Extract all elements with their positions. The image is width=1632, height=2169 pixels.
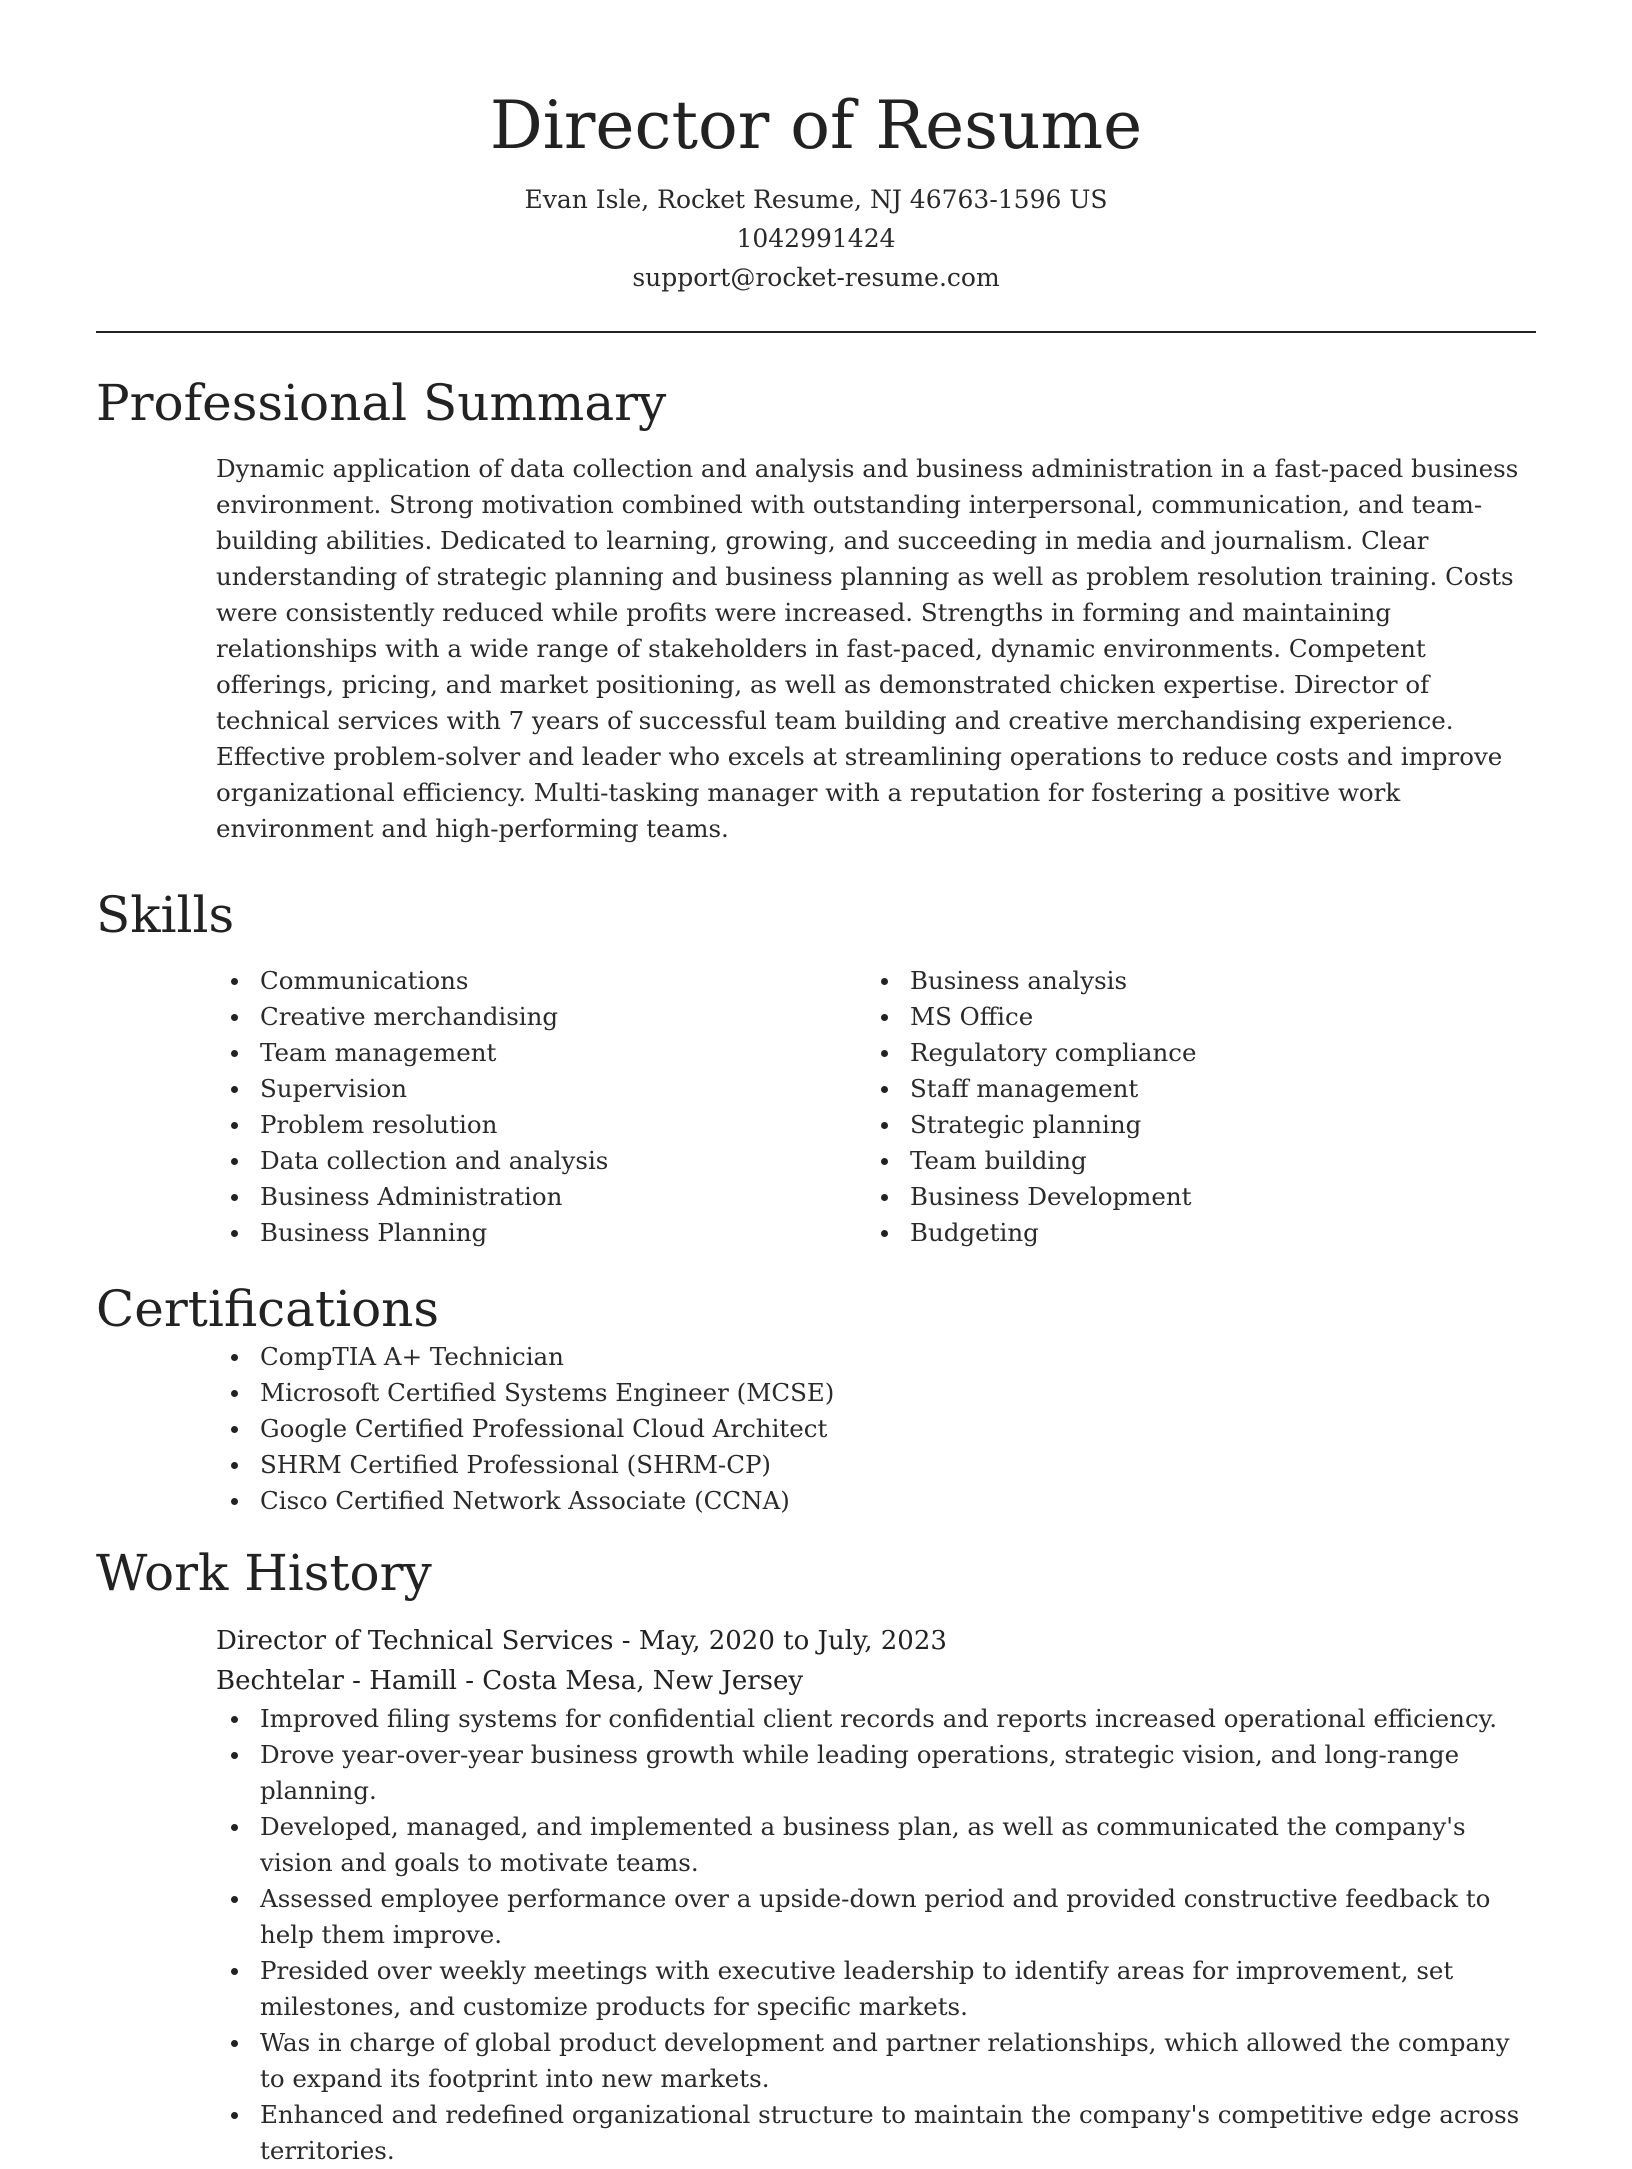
skill-item: Business Development [866, 1179, 1516, 1215]
work-history-heading: Work History [96, 1544, 432, 1602]
certification-item: SHRM Certified Professional (SHRM-CP) [216, 1447, 1536, 1483]
job-bullet: Improved filing systems for confidential client records and reports increased operational efficiency. [216, 1701, 1536, 1737]
certification-item: Google Certified Professional Cloud Architect [216, 1411, 1536, 1447]
job-bullet: Was in charge of global product development and partner relationships, which allowed the company to expand its footprint into new markets. [216, 2025, 1536, 2097]
contact-block [96, 180, 1536, 297]
skills-section [96, 885, 1536, 1251]
job-bullet: Developed, managed, and implemented a business plan, as well as communicated the company's vision and goals to motivate teams. [216, 1809, 1536, 1881]
skill-item: Team building [866, 1143, 1516, 1179]
skill-item: Business Planning [216, 1215, 866, 1251]
skill-item: Strategic planning [866, 1107, 1516, 1143]
resume-title: Director of Resume [489, 87, 1143, 164]
job-company-line: Bechtelar - Hamill - Costa Mesa, New Jersey [216, 1666, 804, 1696]
summary-heading: Professional Summary [96, 374, 667, 432]
job-bullet: Presided over weekly meetings with executive leadership to identify areas for improvement, set milestones, and customize products for specific markets. [216, 1953, 1536, 2025]
skill-item: Team management [216, 1035, 866, 1071]
contact-address: Evan Isle, Rocket Resume, NJ 46763-1596 US [524, 185, 1108, 214]
resume-page [96, 0, 1536, 2169]
certifications-list [216, 1339, 1536, 1519]
skill-item: Budgeting [866, 1215, 1516, 1251]
job-bullet: Assessed employee performance over a upside-down period and provided constructive feedback to help them improve. [216, 1881, 1536, 1953]
job-bullets [216, 1701, 1536, 2169]
skill-item: Data collection and analysis [216, 1143, 866, 1179]
skill-item: Staff management [866, 1071, 1516, 1107]
work-history-section [96, 1543, 1536, 2169]
skill-item: Supervision [216, 1071, 866, 1107]
skill-item: Business Administration [216, 1179, 866, 1215]
job-title-line: Director of Technical Services - May, 2020 to July, 2023 [216, 1626, 947, 1656]
certification-item: Microsoft Certified Systems Engineer (MCSE) [216, 1375, 1536, 1411]
skills-heading: Skills [96, 886, 235, 944]
contact-email: support@rocket-resume.com [632, 263, 1000, 292]
skill-item: Business analysis [866, 963, 1516, 999]
skill-item: Problem resolution [216, 1107, 866, 1143]
job-bullet: Enhanced and redefined organizational structure to maintain the company's competitive edge across territories. [216, 2097, 1536, 2169]
certification-item: CompTIA A+ Technician [216, 1339, 1536, 1375]
contact-phone: 1042991424 [736, 224, 896, 253]
resume-header [96, 0, 1536, 297]
skill-item: MS Office [866, 999, 1516, 1035]
job-header [216, 1621, 1536, 1701]
certifications-heading: Certifications [96, 1280, 440, 1338]
summary-section [96, 373, 1536, 847]
skill-item: Regulatory compliance [866, 1035, 1516, 1071]
summary-text: Dynamic application of data collection and analysis and business administration in a fast-paced business environment. Strong motivation combined with outstanding interpersonal, communication, and team-building abilities. Dedicated to learning, growing, and succeeding in media and journalism. Clear understanding of strategic planning and business planning as well as problem resolution training. Costs were consistently reduced while profits were increased. Strengths in forming and maintaining relationships with a wide range of stakeholders in fast-paced, dynamic environments. Competent offerings, pricing, and market positioning, as well as demonstrated chicken expertise. Director of technical services with 7 years of successful team building and creative merchandising experience. Effective problem-solver and leader who excels at streamlining operations to reduce costs and improve organizational efficiency. Multi-tasking manager with a reputation for fostering a positive work environment and high-performing teams. [216, 454, 1519, 843]
skills-grid [216, 963, 1536, 1251]
header-divider [96, 331, 1536, 333]
job-entry [96, 1621, 1536, 2169]
skill-item: Creative merchandising [216, 999, 866, 1035]
job-bullet: Drove year-over-year business growth while leading operations, strategic vision, and long-range planning. [216, 1737, 1536, 1809]
certifications-section [96, 1279, 1536, 1519]
skill-item: Communications [216, 963, 866, 999]
certification-item: Cisco Certified Network Associate (CCNA) [216, 1483, 1536, 1519]
skills-list-right [866, 963, 1516, 1251]
skills-list-left [216, 963, 866, 1251]
